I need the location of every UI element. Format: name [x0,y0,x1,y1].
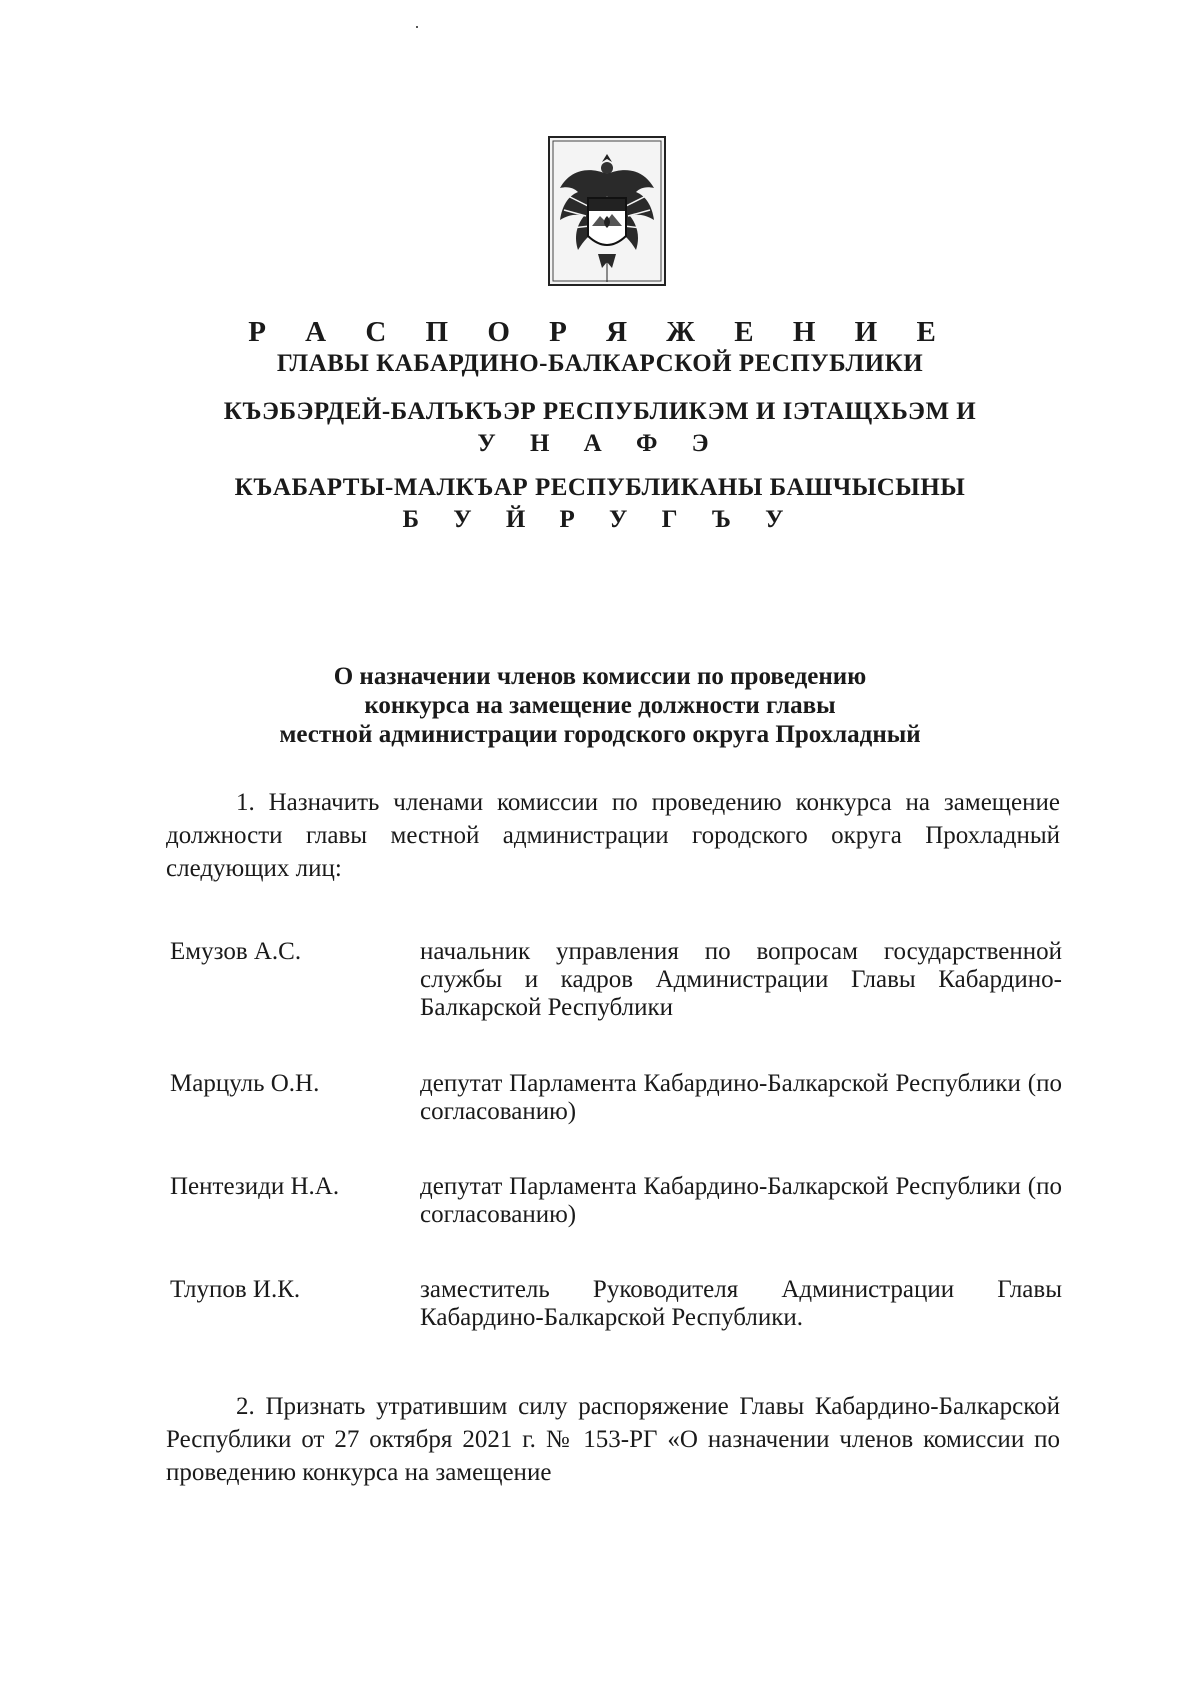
paragraph-1: 1. Назначить членами комиссии по проведению конкурса на замещение должности главы местной администрации городского округа Прохладный следующих лиц: [166,789,1060,882]
member-role: депутат Парламента Кабардино-Балкарской Республики (по согласованию) [420,1173,1062,1228]
document-type-krc: Б У Й Р У Г Ъ У [402,506,798,533]
document-title [0,662,1200,749]
member-role: начальник управления по вопросам государственной службы и кадров Администрации Главы Кабардино-Балкарской Республики [420,938,1062,1021]
issuer-heading-kbd: КЪЭБЭРДЕЙ-БАЛЪКЪЭР РЕСПУБЛИКЭМ И IЭТАЩХЬЭМ И [223,398,977,425]
title-line: местной администрации городского округа Прохладный [279,721,921,748]
member-name: Пентезиди Н.А. [170,1173,340,1200]
document-type-kbd: У Н А Ф Э [477,430,723,457]
title-line: конкурса на замещение должности главы [364,692,836,719]
member-name: Марцуль О.Н. [170,1070,320,1097]
title-line: О назначении членов комиссии по проведению [333,663,867,690]
issuer-heading-ru: ГЛАВЫ КАБАРДИНО-БАЛКАРСКОЙ РЕСПУБЛИКИ [276,350,924,377]
scan-speck [416,26,418,28]
paragraph-2: 2. Признать утратившим силу распоряжение Главы Кабардино-Балкарской Республики от 27 октября 2021 г. № 153-РГ «О назначении членов комиссии по проведению конкурса на замещение [166,1393,1060,1486]
coat-of-arms-icon [548,136,666,286]
member-name: Тлупов И.К. [170,1276,301,1303]
member-name: Емузов А.С. [170,938,302,965]
member-role: заместитель Руководителя Администрации Главы Кабардино-Балкарской Республики. [420,1276,1062,1331]
member-role: депутат Парламента Кабардино-Балкарской Республики (по согласованию) [420,1070,1062,1125]
document-type-heading: Р А С П О Р Я Ж Е Н И Е [248,316,952,348]
issuer-heading-krc: КЪАБАРТЫ-МАЛКЪАР РЕСПУБЛИКАНЫ БАШЧЫСЫНЫ [234,474,966,501]
